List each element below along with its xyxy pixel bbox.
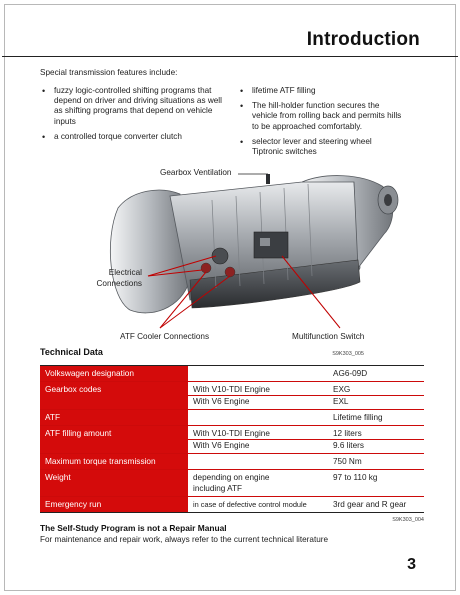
list-item: [238, 137, 403, 157]
intro-text: Special transmission features include:: [40, 68, 178, 77]
value-line: EXG: [333, 385, 351, 394]
list-item: [40, 132, 230, 142]
bullet-icon: •: [240, 136, 244, 147]
condition-line: With V10-TDI Engine: [193, 429, 270, 438]
row-condition: [188, 470, 328, 496]
page-title: Introduction: [306, 29, 420, 50]
row-condition: in case of defective control module: [193, 500, 307, 509]
page-number: 3: [407, 556, 416, 573]
row-label: Maximum torque transmission: [40, 454, 188, 469]
table-row: [40, 410, 424, 426]
row-condition: [188, 410, 328, 425]
section-heading-technical-data: Technical Data: [40, 347, 103, 357]
condition-line: depending on engine: [193, 473, 270, 482]
bullet-icon: •: [42, 131, 46, 142]
value-line: 12 liters: [333, 429, 362, 438]
row-value: 3rd gear and R gear: [333, 500, 407, 509]
condition-line: including ATF: [193, 484, 242, 493]
transmission-illustration: [40, 160, 420, 350]
value-line: EXL: [328, 395, 424, 407]
feature-list-right: [238, 86, 403, 162]
row-condition: [188, 454, 328, 469]
bullet-icon: •: [240, 86, 244, 96]
header-rule: [2, 56, 458, 57]
table-row: [40, 426, 424, 454]
row-label: Emergency run: [40, 497, 188, 512]
table-row: [40, 366, 424, 382]
row-label: Weight: [40, 470, 188, 496]
callout-multifunction-switch: Multifunction Switch: [292, 332, 365, 341]
table-row: [40, 497, 424, 512]
note-title: The Self-Study Program is not a Repair Manual: [40, 523, 227, 533]
feature-list-left: [40, 86, 230, 147]
row-value: [328, 426, 424, 453]
callout-electrical-line2: Connections: [96, 278, 142, 288]
bullet-icon: •: [240, 101, 244, 112]
list-item-text: a controlled torque converter clutch: [54, 131, 182, 141]
row-condition: [188, 366, 328, 381]
callout-electrical-connections: [82, 268, 142, 289]
list-item-text: lifetime ATF filling: [252, 86, 316, 95]
condition-line: With V6 Engine: [188, 395, 328, 407]
list-item: [40, 86, 230, 127]
callout-gearbox-ventilation: Gearbox Ventilation: [160, 168, 232, 177]
bullet-icon: •: [42, 86, 46, 96]
list-item-text: The hill-holder function secures the vehicle from rolling back and permits hills to be approached comfortably.: [252, 101, 402, 131]
list-item: [238, 101, 403, 132]
row-value: 97 to 110 kg: [333, 473, 378, 482]
list-item-text: fuzzy logic-controlled shifting programs that depend on driver and driving situations as well as shifting programs that depend on vehicle inputs: [54, 86, 222, 126]
row-label: Gearbox codes: [40, 382, 188, 409]
row-value: AG6-09D: [333, 369, 368, 378]
row-value: Lifetime filling: [333, 413, 383, 422]
row-condition: [188, 426, 328, 453]
table-row: [40, 382, 424, 410]
row-label: Volkswagen designation: [40, 366, 188, 381]
callout-electrical-line1: Electrical: [108, 268, 142, 277]
list-item-text: selector lever and steering wheel Tiptronic switches: [252, 136, 372, 157]
note-body: For maintenance and repair work, always refer to the current technical literature: [40, 535, 329, 544]
technical-data-table: [40, 365, 424, 513]
image-reference: S9K303_004: [392, 517, 424, 523]
row-value: 750 Nm: [333, 457, 362, 466]
row-condition: [188, 382, 328, 409]
list-item: [238, 86, 403, 96]
table-row: [40, 454, 424, 470]
image-reference: S9K303_005: [332, 351, 364, 357]
condition-line: With V10-TDI Engine: [193, 385, 270, 394]
row-value: [328, 382, 424, 409]
row-label: ATF filling amount: [40, 426, 188, 453]
callout-atf-cooler-connections: ATF Cooler Connections: [120, 332, 210, 341]
value-line: 9.6 liters: [328, 439, 424, 451]
condition-line: With V6 Engine: [188, 439, 328, 451]
row-label: ATF: [40, 410, 188, 425]
table-row: [40, 470, 424, 497]
